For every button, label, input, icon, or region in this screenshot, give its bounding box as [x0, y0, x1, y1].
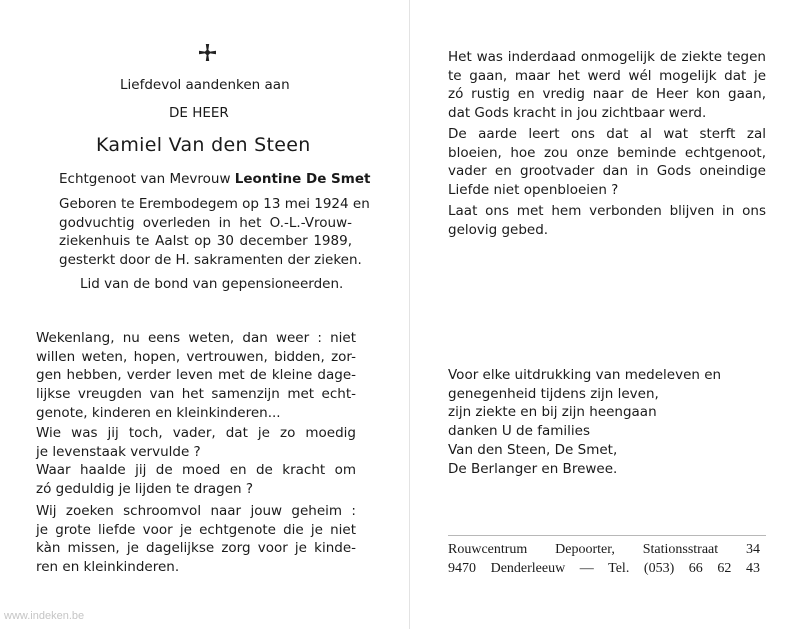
left-paragraph-1 — [36, 329, 356, 423]
text-line: willen weten, hopen, vertrouwen, bidden, zor- — [36, 348, 356, 365]
text-line: Voor elke uitdrukking van medeleven en — [448, 367, 722, 383]
deceased-name: Kamiel Van den Steen — [96, 134, 311, 156]
text-line: genote, kinderen en kleinkinderen... — [36, 404, 281, 421]
left-paragraph-2 — [36, 424, 356, 499]
footer-address — [448, 540, 760, 578]
text-line: zó geduldig je lijden te dragen ? — [36, 481, 254, 498]
funeral-home-line: Rouwcentrum Depoorter, Stationsstraat 34 — [448, 542, 760, 557]
spouse-name: Leontine De Smet — [234, 171, 371, 187]
right-paragraph-2 — [448, 125, 766, 200]
thanks-paragraph — [448, 366, 766, 478]
bio-paragraph — [59, 195, 370, 270]
bio-line: ziekenhuis te Aalst op 30 december 1989, — [59, 233, 352, 250]
text-line: ren en kleinkinderen. — [36, 559, 180, 576]
text-line: Liefde niet openbloeien ? — [448, 182, 619, 199]
spouse-prefix: Echtgenoot van Mevrouw — [59, 171, 235, 187]
watermark: www.indeken.be — [4, 610, 85, 622]
spouse-line — [59, 170, 370, 189]
text-line: zijn ziekte en bij zijn heengaan — [448, 404, 657, 421]
bio-line: gesterkt door de H. sakramenten der zieken. — [59, 252, 362, 269]
text-line: gelovig gebed. — [448, 221, 549, 238]
text-line: Wie was jij toch, vader, dat je zo moedig — [36, 425, 356, 441]
text-line: Wij zoeken schroomvol naar jouw geheim : — [36, 503, 356, 519]
text-line: zó rustig en vredig naar de Heer kon gaan, — [448, 86, 766, 103]
cross-pattee-icon — [199, 44, 216, 61]
text-line: te gaan, maar het werd wél mogelijk dat je — [448, 67, 766, 84]
text-line: vader en grootvader dan in Gods oneindige — [448, 163, 766, 180]
right-paragraph-1 — [448, 48, 766, 123]
left-paragraph-3 — [36, 502, 356, 577]
card-fold — [409, 0, 410, 629]
text-line: Waar haalde jij de moed en de kracht om — [36, 462, 356, 479]
remembrance-text: Liefdevol aandenken aan — [120, 77, 290, 93]
footer-divider — [448, 535, 766, 536]
text-line: Van den Steen, De Smet, — [448, 441, 618, 458]
text-line: Het was inderdaad onmogelijk de ziekte tegen — [448, 49, 766, 65]
membership-text: Lid van de bond van gepensioneerden. — [80, 276, 344, 292]
text-line: bloeien, hoe zou onze beminde echtgenoot, — [448, 144, 766, 161]
text-line: lijkse vreugden van het samenzijn met echt- — [36, 386, 356, 403]
text-line: gen hebben, verder leven met de kleine dage- — [36, 367, 356, 384]
text-line: kàn missen, je dagelijkse zorg voor je kinde- — [36, 540, 356, 557]
text-line: dat Gods kracht in jou zichtbaar werd. — [448, 105, 707, 122]
text-line: genegenheid tijdens zijn leven, — [448, 385, 659, 402]
text-line: Wekenlang, nu eens weten, dan weer : niet — [36, 330, 356, 346]
bio-line: godvuchtig overleden in het O.-L.-Vrouw- — [59, 214, 352, 231]
text-line: De Berlanger en Brewee. — [448, 460, 618, 477]
bio-line: Geboren te Erembodegem op 13 mei 1924 en — [59, 196, 370, 212]
city-phone-line: 9470 Denderleeuw — Tel. (053) 66 62 43 — [448, 561, 760, 576]
title-text: DE HEER — [169, 105, 229, 121]
text-line: je levenstaak vervulde ? — [36, 443, 201, 460]
text-line: danken U de families — [448, 423, 590, 440]
text-line: Laat ons met hem verbonden blijven in ons — [448, 203, 766, 219]
text-line: je grote liefde voor je echtgenote die je niet — [36, 521, 356, 538]
right-paragraph-3 — [448, 202, 766, 239]
text-line: De aarde leert ons dat al wat sterft zal — [448, 126, 766, 142]
